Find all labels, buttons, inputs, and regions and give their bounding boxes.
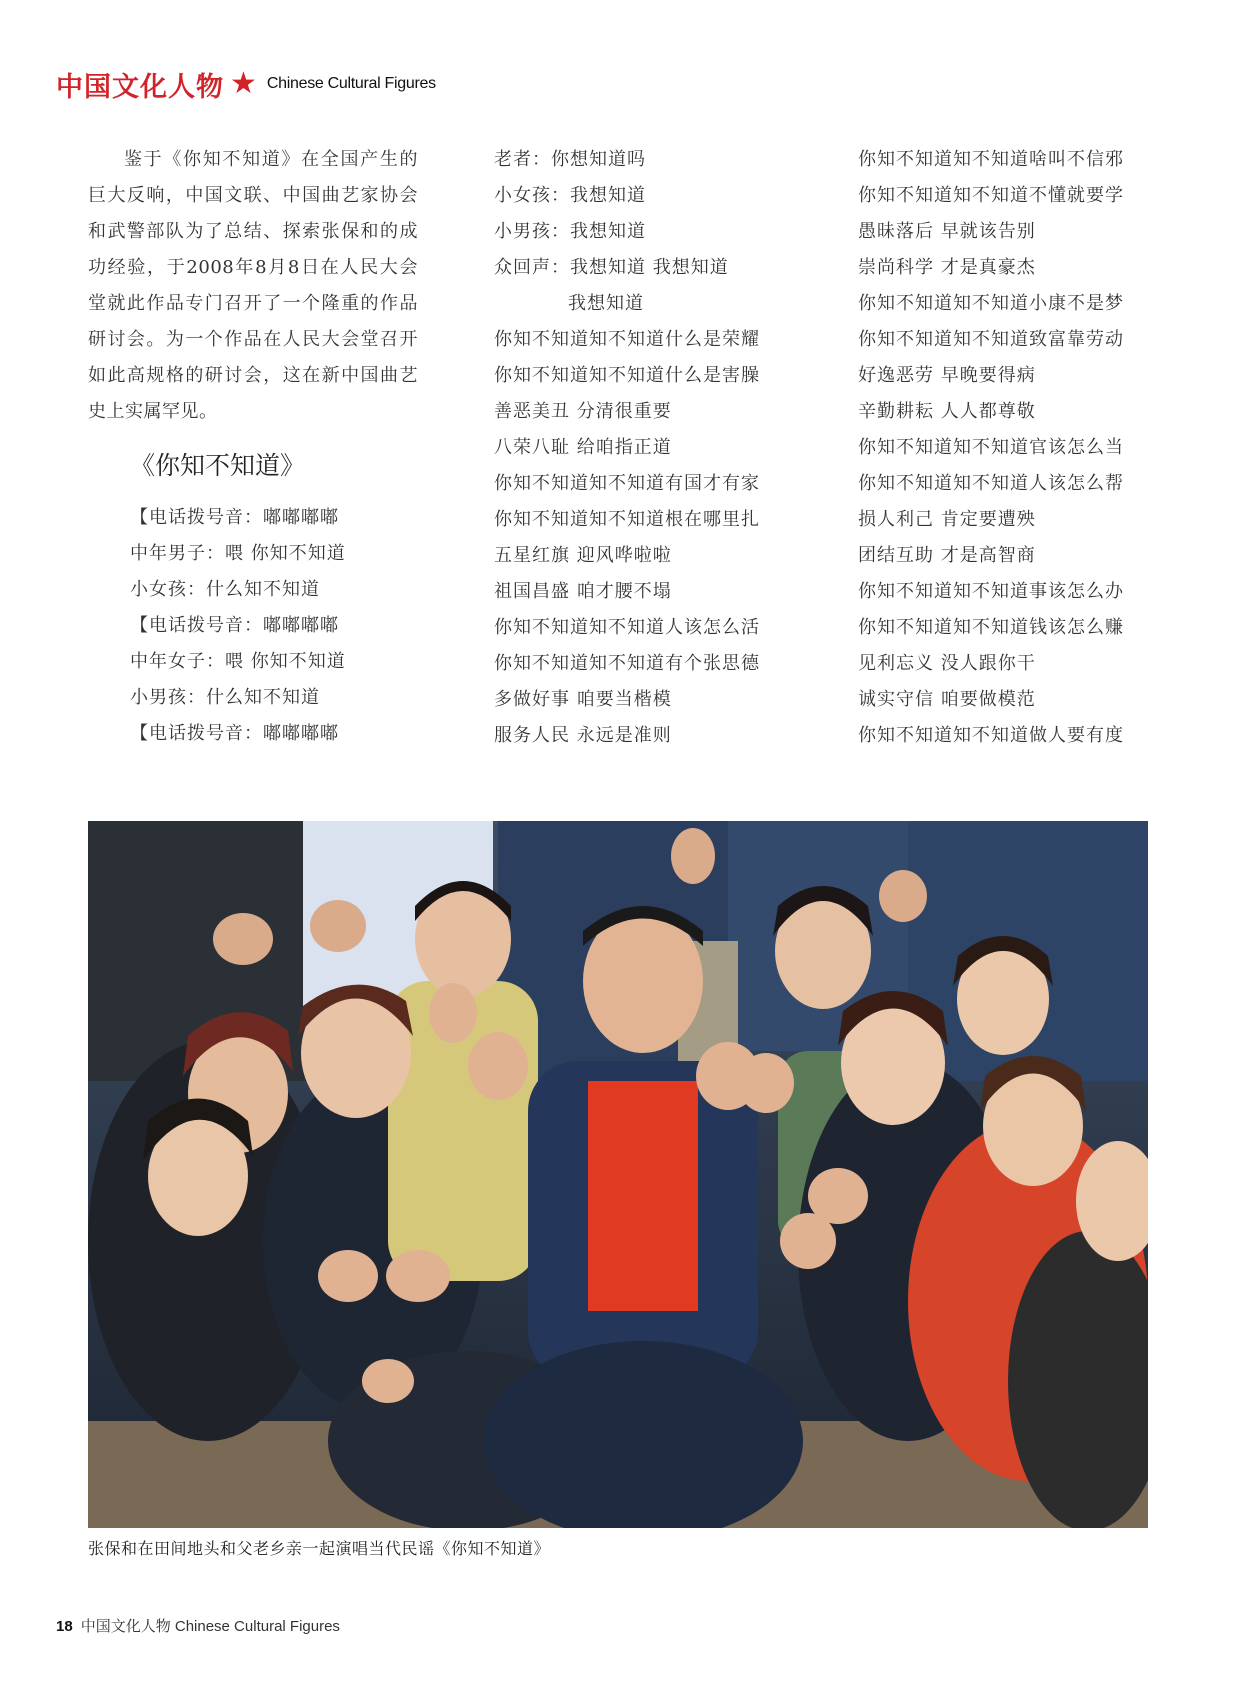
lyric-line: 你知不知道知不知道事该怎么办	[858, 581, 1124, 602]
lyric-line: 善恶美丑 分清很重要	[494, 401, 672, 422]
lyric-line: 辛勤耕耘 人人都尊敬	[858, 401, 1036, 422]
group-photo	[88, 821, 1148, 1528]
lyric-line: 八荣八耻 给咱指正道	[494, 437, 672, 458]
lyric-line: 你知不知道知不知道什么是害臊	[494, 365, 760, 386]
magazine-logo-cn: 中国文化人物	[56, 71, 224, 103]
lyric-line: 好逸恶劳 早晚要得病	[858, 365, 1036, 386]
lyric-line: 多做好事 咱要当楷模	[494, 689, 672, 710]
page-number: 18	[56, 1618, 73, 1635]
lyric-line: 愚昧落后 早就该告别	[858, 221, 1036, 242]
footer-text: 中国文化人物 Chinese Cultural Figures	[80, 1618, 340, 1635]
lyric-line: 小男孩：我想知道	[494, 221, 646, 242]
page-footer	[56, 1615, 340, 1636]
lyric-line: 【电话拨号音：嘟嘟嘟嘟	[130, 507, 339, 528]
lyric-line: 小女孩：什么知不知道	[130, 579, 320, 600]
lyric-line: 你知不知道知不知道有个张思德	[494, 653, 760, 674]
star-icon: ★	[230, 66, 257, 101]
lyric-line: 你知不知道知不知道小康不是梦	[858, 293, 1124, 314]
magazine-logo-en: Chinese Cultural Figures	[266, 75, 436, 92]
lyric-line: 你知不知道知不知道人该怎么活	[494, 617, 760, 638]
lyric-line: 你知不知道知不知道有国才有家	[494, 473, 760, 494]
lyric-line: 小女孩：我想知道	[494, 185, 646, 206]
lyric-line: 你知不知道知不知道人该怎么帮	[858, 473, 1124, 494]
lyric-line: 崇尚科学 才是真豪杰	[858, 257, 1036, 278]
lyric-line: 你知不知道知不知道致富靠劳动	[858, 329, 1124, 350]
lyric-line: 你知不知道知不知道根在哪里扎	[494, 509, 760, 530]
lyric-line: 团结互助 才是高智商	[858, 545, 1036, 566]
song-title: 《你知不知道》	[130, 451, 306, 480]
lyric-line: 中年男子：喂 你知不知道	[130, 543, 346, 564]
text-column-1	[88, 142, 418, 752]
lyric-line: 【电话拨号音：嘟嘟嘟嘟	[130, 615, 339, 636]
lyric-line: 诚实守信 咱要做模范	[858, 689, 1036, 710]
lyric-line: 你知不知道知不知道做人要有度	[858, 725, 1124, 746]
lyric-line: 你知不知道知不知道不懂就要学	[858, 185, 1124, 206]
lyric-line: 众回声：我想知道 我想知道	[494, 257, 729, 278]
intro-paragraph: 鉴于《你知不知道》在全国产生的巨大反响，中国文联、中国曲艺家协会和武警部队为了总结、探索张保和的成功经验，于2008年8月8日在人民大会堂就此作品专门召开了一个隆重的作品研讨会。为一个作品在人民大会堂召开如此高规格的研讨会，这在新中国曲艺史上实属罕见。	[88, 149, 418, 422]
lyric-line: 我想知道	[568, 293, 644, 314]
lyric-line: 见利忘义 没人跟你干	[858, 653, 1036, 674]
magazine-header	[56, 62, 436, 106]
lyric-line: 损人利己 肯定要遭殃	[858, 509, 1036, 530]
lyric-line: 你知不知道知不知道啥叫不信邪	[858, 149, 1124, 170]
lyric-line: 你知不知道知不知道什么是荣耀	[494, 329, 760, 350]
lyric-line: 【电话拨号音：嘟嘟嘟嘟	[130, 723, 339, 744]
lyric-line: 老者：你想知道吗	[494, 149, 646, 170]
lyric-line: 你知不知道知不知道钱该怎么赚	[858, 617, 1124, 638]
lyrics-block-1	[88, 500, 418, 752]
photo-caption: 张保和在田间地头和父老乡亲一起演唱当代民谣《你知不知道》	[88, 1539, 551, 1558]
group-photo-illustration	[88, 821, 1148, 1528]
lyric-line: 祖国昌盛 咱才腰不塌	[494, 581, 672, 602]
lyrics-column-2	[494, 142, 794, 754]
lyric-line: 小男孩：什么知不知道	[130, 687, 320, 708]
lyrics-column-3	[858, 142, 1158, 754]
lyric-line: 你知不知道知不知道官该怎么当	[858, 437, 1124, 458]
lyric-line: 中年女子：喂 你知不知道	[130, 651, 346, 672]
lyric-line: 五星红旗 迎风哗啦啦	[494, 545, 672, 566]
lyric-line: 服务人民 永远是准则	[494, 725, 672, 746]
